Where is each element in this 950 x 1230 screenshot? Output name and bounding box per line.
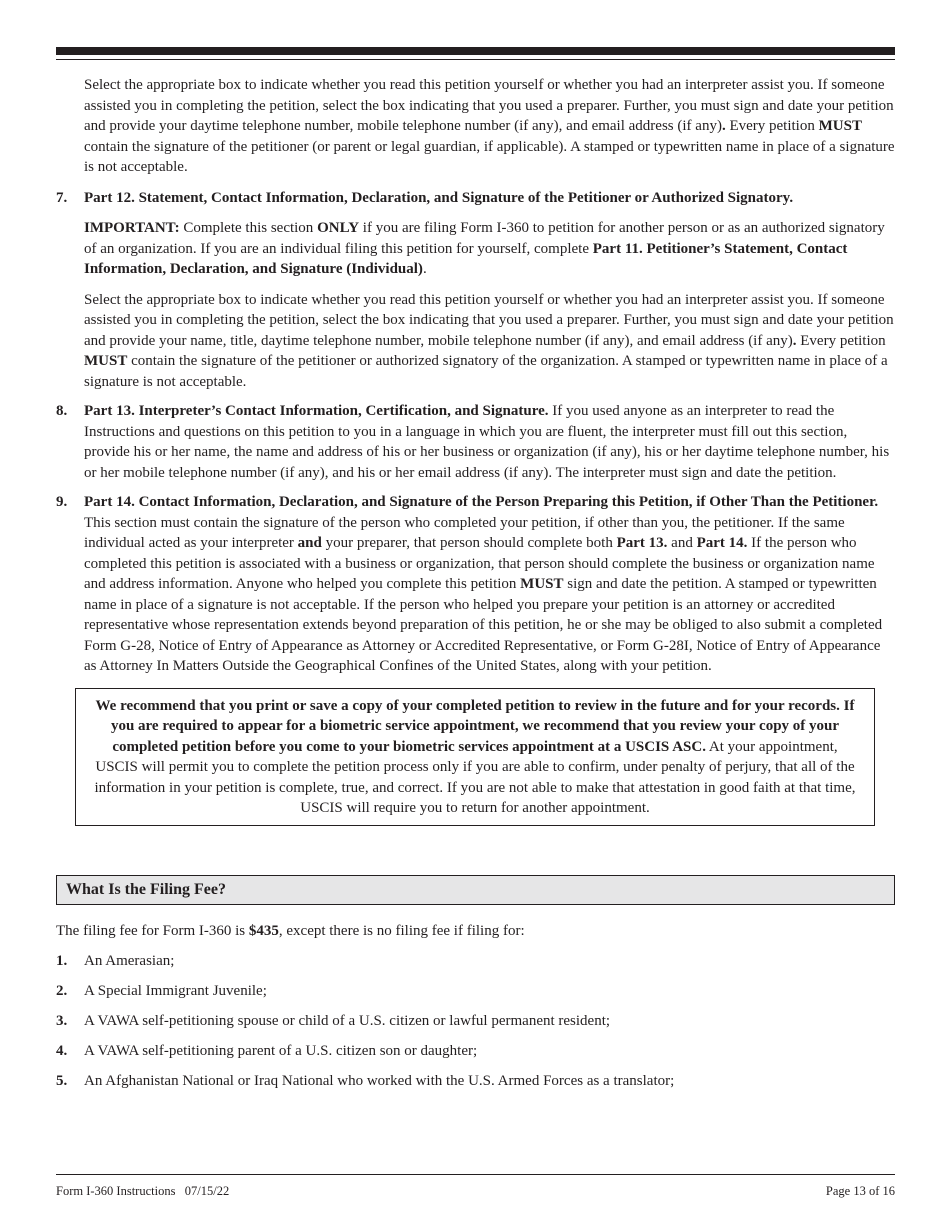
list-item bbox=[56, 981, 895, 1002]
bold-text: IMPORTANT: bbox=[84, 220, 180, 236]
list-item bbox=[56, 1041, 895, 1062]
bold-text: MUST bbox=[818, 118, 862, 134]
item-number: 7. bbox=[56, 189, 68, 206]
header-rule-thick bbox=[56, 47, 895, 55]
bold-text: Part 12. Statement, Contact Information, Declaration, and Signature of the Petitioner or Authorized Signatory. bbox=[84, 189, 794, 206]
item-body bbox=[84, 188, 895, 393]
list-item-text: An Afghanistan National or Iraq National who worked with the U.S. Armed Forces as a translator; bbox=[84, 1073, 675, 1089]
text-run: and bbox=[667, 535, 697, 551]
list-item-number: 3. bbox=[56, 1013, 68, 1029]
part-13-text bbox=[84, 401, 895, 483]
part-12-important bbox=[84, 218, 895, 280]
text-run: This section must contain the signature of the person who completed your petition, if other than you, the petitioner. If the same individual acted as your interpreter bbox=[84, 514, 845, 551]
list-item-number: 1. bbox=[56, 953, 68, 969]
bold-text: MUST bbox=[520, 576, 564, 592]
footer-form-id: Form I-360 Instructions 07/15/22 bbox=[56, 1184, 230, 1198]
intro-paragraph bbox=[56, 75, 895, 178]
text-run: . bbox=[422, 261, 427, 277]
text-run: , except there is no filing fee if filing for: bbox=[278, 922, 525, 939]
list-item-number: 5. bbox=[56, 1073, 68, 1089]
list-item-text: A Special Immigrant Juvenile; bbox=[84, 983, 267, 999]
list-item-number: 4. bbox=[56, 1043, 68, 1059]
text-run: Every petition bbox=[725, 118, 819, 134]
list-item bbox=[56, 951, 895, 972]
list-item-text: A VAWA self-petitioning spouse or child of a U.S. citizen or lawful permanent resident; bbox=[84, 1013, 611, 1029]
item-body bbox=[84, 401, 895, 483]
fee-exemption-list bbox=[56, 951, 895, 1092]
bold-text: Part 14. Contact Information, Declaration, and Signature of the Person Preparing this Petition, if Other Than the Petitioner. bbox=[84, 494, 879, 510]
list-item-text: A VAWA self-petitioning parent of a U.S. citizen son or daughter; bbox=[84, 1043, 478, 1059]
text-run: Select the appropriate box to indicate whether you read this petition yourself or whether you had an interpreter assist you. If someone assisted you in completing the petition, select the box indicating that you used a preparer. Further, you must sign and date your petition and provide your daytime telephone number, mobile telephone number (if any), and email address (if any) bbox=[84, 77, 894, 134]
bold-text: Part 11. Petitioner’s Statement, Contact Information, Declaration, and Signature (Individual) bbox=[84, 240, 848, 277]
bold-text: Part 13. Interpreter’s Contact Information, Certification, and Signature. bbox=[84, 403, 549, 419]
bold-text: MUST bbox=[84, 353, 128, 369]
bold-text: Part 14. bbox=[696, 535, 748, 551]
bold-text: ONLY bbox=[317, 220, 360, 236]
bold-text: We recommend that you print or save a copy of your completed petition to review in the future and for your records. If you are required to appear for a biometric service appointment, we recommend that you review your copy of your completed petition before you come to your biometric services appointment at a USCIS ASC. bbox=[95, 697, 855, 755]
bold-text: and bbox=[297, 535, 322, 551]
text-run: If you used anyone as an interpreter to read the Instructions and questions on this petition to you in a language in which you are fluent, the interpreter must fill out this section, provide his or her name, the name and address of his or her business or organization (if any), his or her daytime telephone number, his or her mobile telephone number (if any), and his or her email address (if any). The interpreter must sign and date the petition. bbox=[84, 403, 890, 481]
bold-text: Part 13. bbox=[616, 535, 668, 551]
instruction-item bbox=[56, 492, 895, 677]
text-run: If the person who completed this petition is associated with a business or organization, that person should complete the business or organization name and address information. Anyone who helped you complete this petition bbox=[84, 535, 875, 592]
instruction-items bbox=[56, 188, 895, 677]
text-run: contain the signature of the petitioner or authorized signatory of the organization. A stamped or typewritten name in place of a signature is not acceptable. bbox=[84, 353, 888, 390]
footer-rule bbox=[56, 1174, 895, 1175]
instruction-item bbox=[56, 401, 895, 483]
filing-fee-heading: What Is the Filing Fee? bbox=[56, 875, 895, 905]
biometric-notice-text bbox=[92, 696, 858, 819]
text-run: Select the appropriate box to indicate whether you read this petition yourself or whether you had an interpreter assist you. If someone assisted you in completing the petition, select the box indicating that you used a preparer. Further, you must sign and date your petition and provide your name, title, daytime telephone number, mobile telephone number (if any), and email address (if any) bbox=[84, 291, 894, 349]
list-item-text: An Amerasian; bbox=[84, 953, 175, 969]
list-item-number: 2. bbox=[56, 983, 68, 999]
text-run: The filing fee for Form I-360 is bbox=[56, 922, 249, 939]
part-14-text bbox=[84, 492, 895, 677]
text-run: At your appointment, USCIS will permit you to complete the petition process only if you are able to confirm, under penalty of perjury, that all of the information in your petition is complete, true, and correct. If you are not able to make that attestation in good faith at that time, USCIS will require you to return for another appointment. bbox=[94, 738, 856, 816]
item-number: 9. bbox=[56, 494, 68, 510]
header-rule-thin bbox=[56, 59, 895, 60]
footer-page-number: Page 13 of 16 bbox=[825, 1184, 895, 1198]
filing-fee-intro bbox=[56, 921, 895, 942]
text-run: your preparer, that person should complete both bbox=[321, 535, 617, 551]
part-12-instructions bbox=[84, 290, 895, 393]
text-run: contain the signature of the petitioner (or parent or legal guardian, if applicable). A stamped or typewritten name in place of a signature is not acceptable. bbox=[84, 138, 895, 175]
biometric-notice-box bbox=[75, 688, 875, 826]
list-item bbox=[56, 1011, 895, 1032]
page-content bbox=[56, 75, 895, 1101]
text-run: if you are filing Form I-360 to petition for another person or as an authorized signatory of an organization. If you are an individual filing this petition for yourself, complete bbox=[84, 220, 885, 257]
bold-text: . bbox=[792, 332, 797, 349]
list-item bbox=[56, 1071, 895, 1092]
instruction-item bbox=[56, 188, 895, 393]
text-run: Every petition bbox=[796, 332, 886, 349]
item-body bbox=[84, 492, 895, 677]
bold-text: . bbox=[721, 118, 726, 134]
text-run: sign and date the petition. A stamped or typewritten name in place of a signature is not acceptable. If the person who helped you prepare your petition is an attorney or accredited representative whose representation extends beyond preparation of this petition, he or she may be obliged to also submit a completed Form G-28, Notice of Entry of Appearance as Attorney or Accredited Representative, or Form G-28I, Notice of Entry of Appearance as Attorney In Matters Outside the Geographical Confines of the United States, along with your petition. bbox=[84, 576, 883, 674]
part-12-heading bbox=[84, 188, 895, 209]
item-number: 8. bbox=[56, 403, 68, 419]
text-run: Complete this section bbox=[179, 220, 318, 236]
bold-text: $435 bbox=[248, 922, 279, 939]
